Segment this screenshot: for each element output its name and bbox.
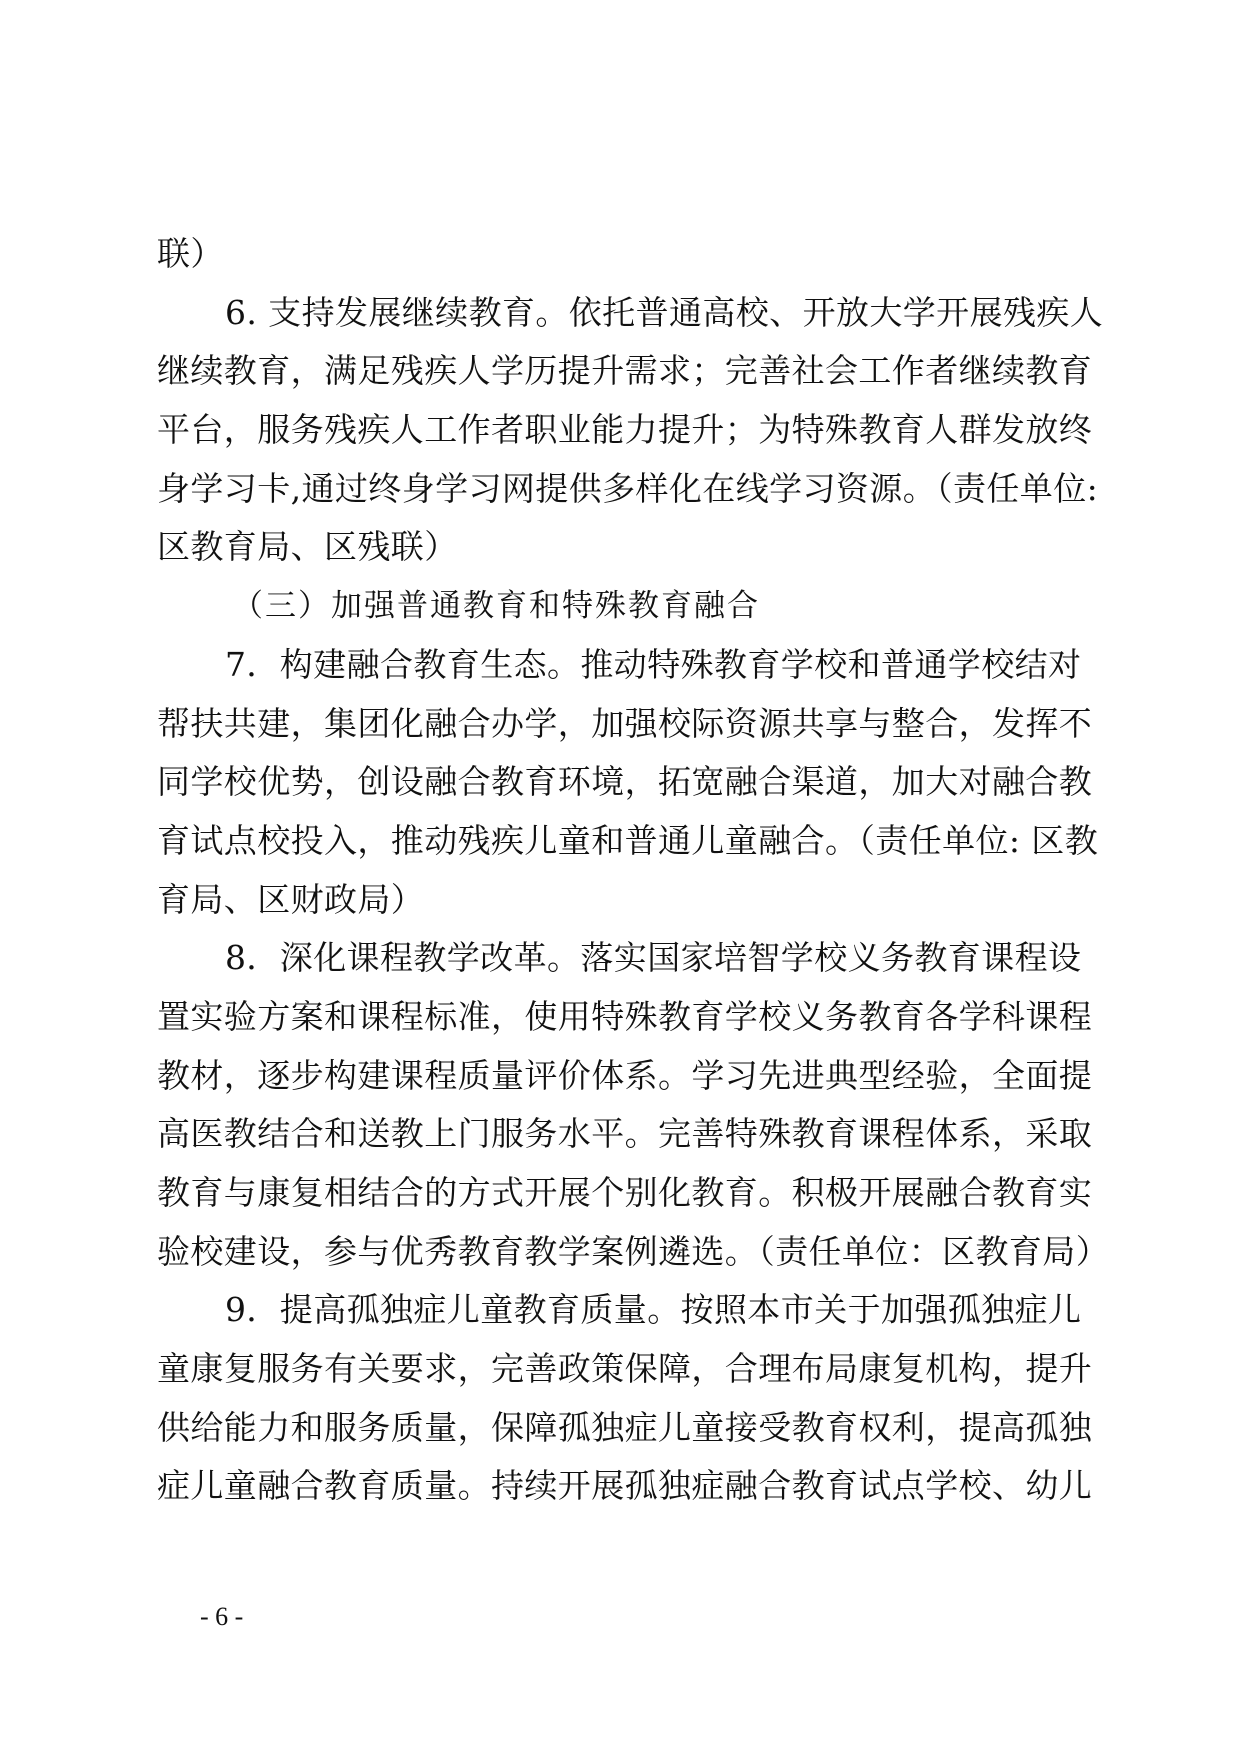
text-line: 继续教育，满足残疾人学历提升需求；完善社会工作者继续教育: [157, 351, 1093, 391]
text-line: 供给能力和服务质量，保障孤独症儿童接受教育权利，提高孤独: [157, 1407, 1093, 1447]
section-heading: （三）加强普通教育和特殊教育融合: [232, 588, 760, 625]
text-line: 区教育局、区残联）: [157, 527, 458, 567]
body-text: [157, 225, 1110, 1516]
text-line: 童康复服务有关要求，完善政策保障，合理布局康复机构，提升: [157, 1349, 1093, 1389]
text-line: 育试点校投入，推动残疾儿童和普通儿童融合。（责任单位: 区教: [157, 820, 1099, 860]
item-6-title: 6. 支持发展继续教育。依托普通高校、开放大学开展残疾人: [225, 292, 1104, 332]
text-line: 联）: [157, 234, 224, 273]
text-line: 高医教结合和送教上门服务水平。完善特殊教育课程体系，采取: [157, 1114, 1093, 1154]
text-line: 同学校优势，创设融合教育环境，拓宽融合渠道，加大对融合教: [157, 762, 1093, 802]
text-line: 验校建设，参与优秀教育教学案例遴选。（责任单位：区教育局）: [157, 1231, 1110, 1271]
item-7-title: 7．构建融合教育生态。推动特殊教育学校和普通学校结对: [225, 644, 1082, 684]
text-line: 育局、区财政局）: [157, 879, 425, 919]
item-9-title: 9．提高孤独症儿童教育质量。按照本市关于加强孤独症儿: [225, 1290, 1082, 1330]
text-line: 教材，逐步构建课程质量评价体系。学习先进典型经验，全面提: [157, 1055, 1093, 1095]
text-line: 置实验方案和课程标准，使用特殊教育学校义务教育各学科课程: [157, 996, 1093, 1036]
text-line: 平台，服务残疾人工作者职业能力提升；为特殊教育人群发放终: [157, 410, 1093, 450]
text-line: 身学习卡,通过终身学习网提供多样化在线学习资源。（责任单位:: [157, 468, 1099, 508]
page-number: - 6 -: [200, 1602, 244, 1631]
item-8-title: 8．深化课程教学改革。落实国家培智学校义务教育课程设: [225, 938, 1082, 978]
text-line: 帮扶共建，集团化融合办学，加强校际资源共享与整合，发挥不: [157, 703, 1093, 743]
text-line: 症儿童融合教育质量。持续开展孤独症融合教育试点学校、幼儿: [157, 1466, 1093, 1506]
text-line: 教育与康复相结合的方式开展个别化教育。积极开展融合教育实: [157, 1173, 1093, 1212]
